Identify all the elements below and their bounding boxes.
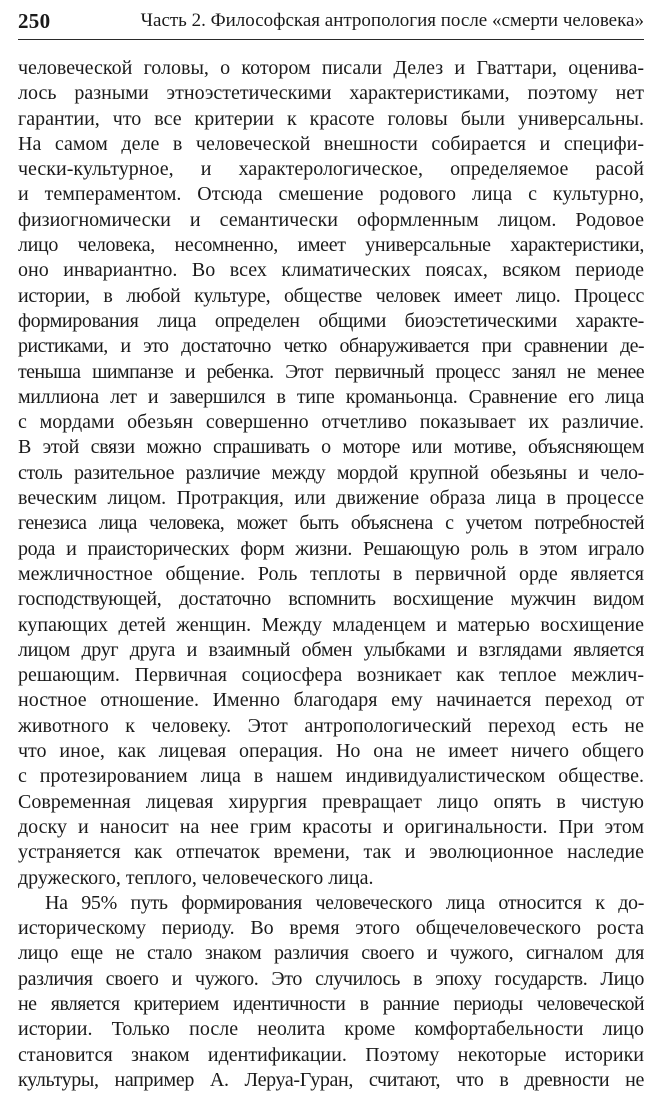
text-line: рода и праисторических форм жизни. Решающую роль в этом играло [18,537,644,560]
text-line: человеческой головы, о котором писали Делез и Гваттари, оценива- [18,57,644,79]
running-header [18,9,644,40]
body-text [18,56,644,1093]
text-line: столь разительное различие между мордой крупной обезьяны и чело- [18,461,644,484]
text-line: физиогномически и семантически оформленным лицом. Родовое [18,208,644,231]
text-line: не является критерием идентичности в ранние периоды человеческой [18,992,644,1015]
text-line: и темпераментом. Отсюда смешение родового лица с культурно, [18,183,644,206]
paragraph-1 [18,56,644,891]
paragraph-2 [18,891,644,1093]
text-line: различия своего и чужого. Это случилось в эпоху государств. Лицо [18,967,644,990]
text-line: веческим лицом. Протракция, или движение образа лица в процессе [18,487,644,510]
text-line: с протезированием лица в нашем индивидуалистическом обществе. [18,765,644,788]
text-line: чески-культурное, и характерологическое, определяемое расой [18,158,644,181]
text-line: что иное, как лицевая операция. Но она не имеет ничего общего [18,740,644,763]
text-line: решающим. Первичная социосфера возникает как теплое межлич- [18,664,644,687]
text-line: миллиона лет и завершился в типе кроманьонца. Сравнение его лица [18,385,644,408]
text-line: доску и наносит на нее грим красоты и оригинальности. При этом [18,815,644,838]
running-header-title: Часть 2. Философская антропология после «смерти человека» [140,10,644,31]
text-line: культуры, например А. Леруа-Гуран, считают, что в древности не [18,1068,644,1091]
text-line: дружеского, теплого, человеческого лица. [18,866,374,889]
text-line: животного к человеку. Этот антропологический переход есть не [18,714,644,737]
text-line: межличностное общение. Роль теплоты в первичной орде является [18,562,644,585]
text-line: истории, в любой культуре, обществе человек имеет лицо. Процесс [18,284,644,307]
text-line: гарантии, что все критерии к красоте головы были универсальны. [18,107,644,130]
text-line: лицом друг друга и взаимный обмен улыбками и взглядами является [18,638,644,661]
text-line: становится знаком идентификации. Поэтому некоторые историки [18,1043,644,1066]
text-line: В этой связи можно спрашивать о моторе или мотиве, объясняющем [18,436,644,459]
text-line: ностное отношение. Именно благодаря ему начинается переход от [18,689,644,712]
text-line: историческому периоду. Во время этого общечеловеческого роста [18,917,644,940]
text-line: с мордами обезьян совершенно отчетливо показывает их различие. [18,411,644,434]
text-line: формирования лица определен общими биоэстетическими характе- [18,309,644,332]
text-line: ристиками, и это достаточно четко обнаруживается при сравнении де- [18,335,644,358]
text-line: купающих детей женщин. Между младенцем и матерью восхищение [18,613,644,636]
text-line: Современная лицевая хирургия превращает лицо опять в чистую [18,790,644,813]
page-number: 250 [18,9,51,33]
text-line: господствующей, достаточно вспомнить восхищение мужчин видом [18,588,644,611]
text-line: На 95% путь формирования человеческого лица относится к до- [45,891,644,914]
text-line: истории. Только после неолита кроме комфортабельности лицо [18,1018,644,1041]
text-line: лицо еще не стало знаком различия своего и чужого, сигналом для [18,942,644,965]
text-line: лицо человека, несомненно, имеет универсальные характеристики, [18,234,644,257]
text-line: генезиса лица человека, может быть объяснена с учетом потребностей [18,512,644,535]
text-line: устраняется как отпечаток времени, так и эволюционное наследие [18,841,644,864]
text-line: На самом деле в человеческой внешности собирается и специфи- [18,132,644,155]
text-line: лось разными этноэстетическими характеристиками, поэтому нет [18,82,644,105]
text-line: оно инвариантно. Во всех климатических поясах, всяком периоде [18,259,644,282]
text-line: теныша шимпанзе и ребенка. Этот первичный процесс занял не менее [18,360,644,383]
